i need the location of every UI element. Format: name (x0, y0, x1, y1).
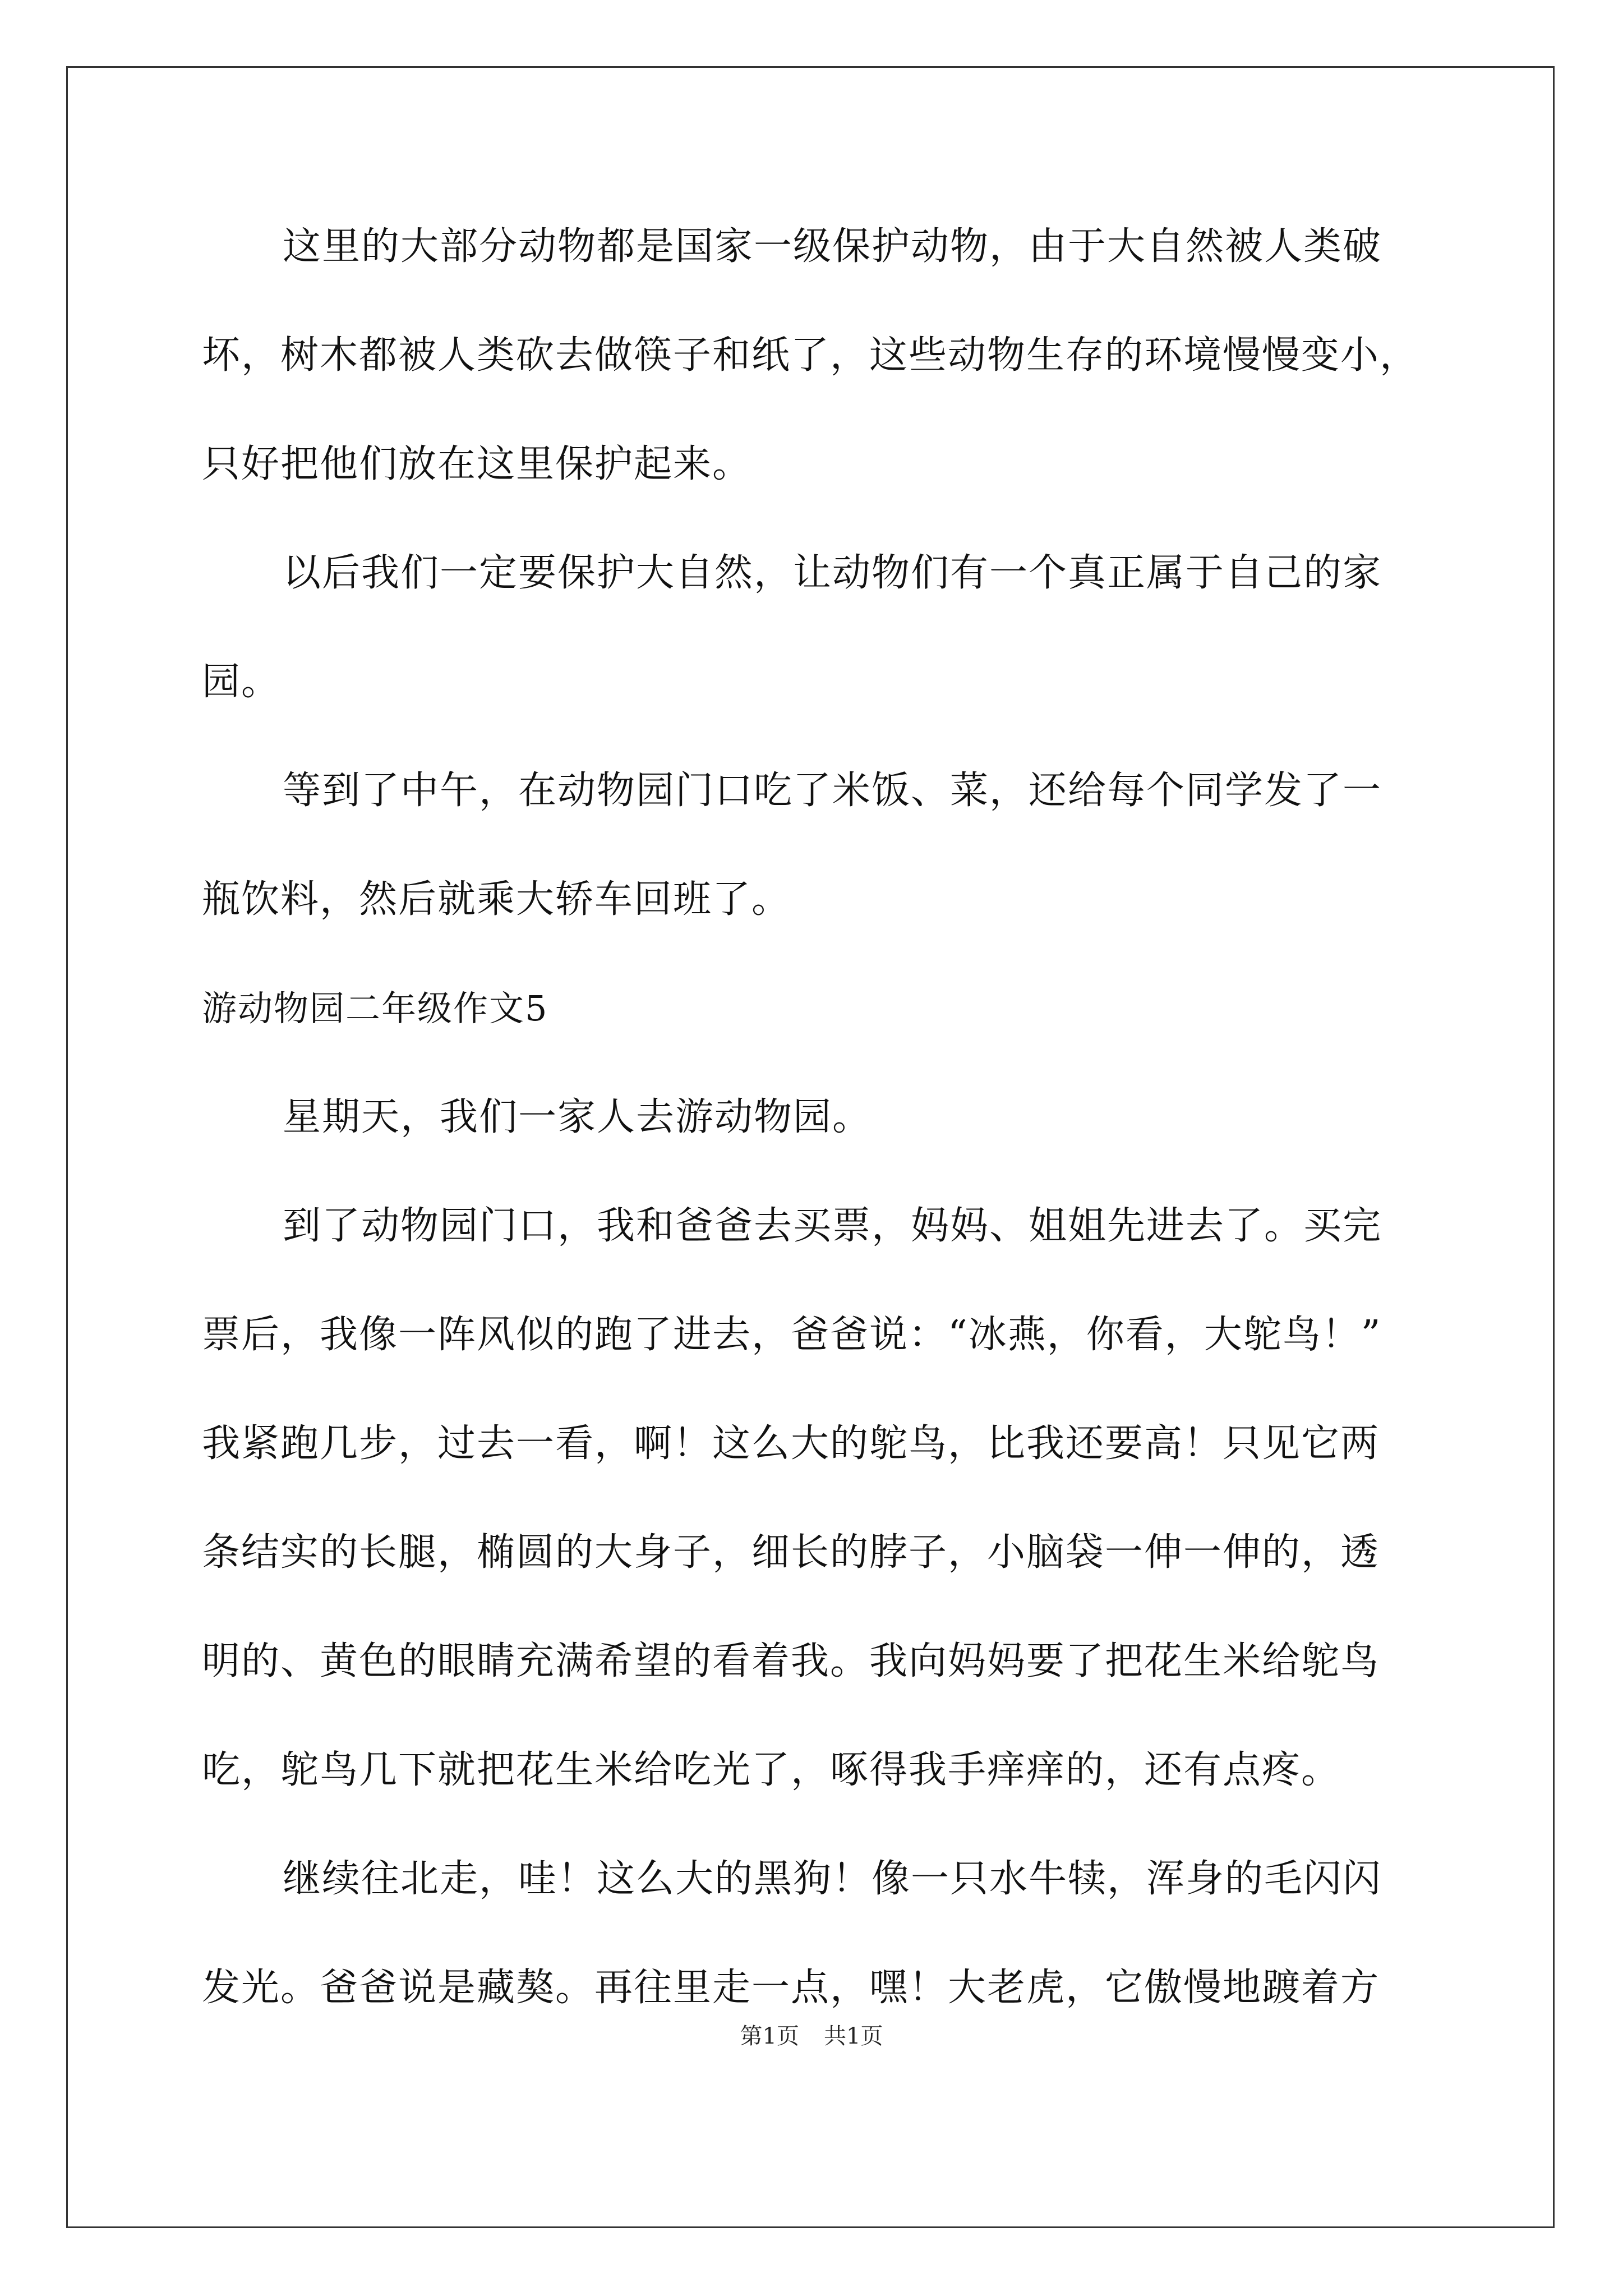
paragraph-line: 只好把他们放在这里保护起来。 (202, 442, 752, 486)
paragraph-line: 这里的大部分动物都是国家一级保护动物，由于大自然被人类破 (283, 224, 1382, 269)
paragraph-line: 以后我们一定要保护大自然，让动物们有一个真正属于自己的家 (283, 551, 1382, 595)
paragraph-line: 明的、黄色的眼睛充满希望的看着我。我向妈妈要了把花生米给鸵鸟 (202, 1639, 1380, 1683)
paragraph-line: 等到了中午，在动物园门口吃了米饭、菜，还给每个同学发了一 (283, 769, 1382, 813)
page-total: 共1页 (824, 2023, 883, 2049)
page-number: 第1页 (740, 2023, 799, 2049)
paragraph-line: 条结实的长腿，椭圆的大身子，细长的脖子，小脑袋一伸一伸的，透 (202, 1530, 1380, 1575)
paragraph-line: 星期天，我们一家人去游动物园。 (283, 1095, 872, 1139)
paragraph-line: 到了动物园门口，我和爸爸去买票，妈妈、姐姐先进去了。买完 (283, 1204, 1382, 1248)
paragraph-line: 瓶饮料，然后就乘大轿车回班了。 (202, 877, 791, 922)
paragraph-line: 吃，鸵鸟几下就把花生米给吃光了，啄得我手痒痒的，还有点疼。 (202, 1748, 1341, 1792)
paragraph-line: 坏，树木都被人类砍去做筷子和纸了，这些动物生存的环境慢慢变小， (202, 333, 1419, 378)
paragraph-line: 继续往北走，哇！这么大的黑狗！像一只水牛犊，浑身的毛闪闪 (283, 1857, 1382, 1901)
paragraph-line: 园。 (202, 660, 281, 704)
paragraph-line: 发光。爸爸说是藏獒。再往里走一点，嘿！大老虎，它傲慢地踱着方 (202, 1966, 1380, 2010)
page-footer (0, 2019, 1623, 2053)
section-heading: 游动物园二年级作文5 (202, 988, 548, 1029)
paragraph-line: 票后，我像一阵风似的跑了进去，爸爸说：“冰燕，你看，大鸵鸟！” (202, 1313, 1382, 1357)
paragraph-line: 我紧跑几步，过去一看，啊！这么大的鸵鸟，比我还要高！只见它两 (202, 1421, 1380, 1466)
